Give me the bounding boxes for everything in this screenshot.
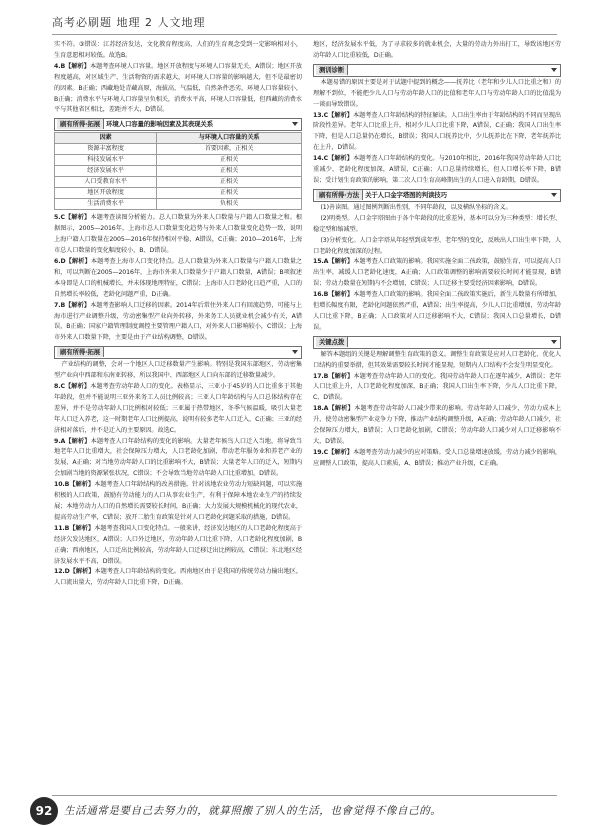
triangle-down-icon: [551, 340, 557, 344]
triangle-down-icon: [292, 122, 298, 126]
table-cell: 负相关: [157, 199, 302, 210]
answer-paragraph: [54, 360, 302, 382]
answer-paragraph: [54, 213, 302, 257]
analysis-tag: 【解析】: [328, 258, 354, 266]
answer-paragraph: [54, 301, 302, 345]
analysis-tag: 【解析】: [64, 383, 91, 391]
analysis-tag: 【解析】: [328, 291, 354, 299]
analysis-tag: 【解析】: [64, 214, 91, 222]
table-header-cell: 与环境人口容量的关系: [157, 133, 302, 144]
section-box-header: [313, 64, 561, 77]
table-cell: 科技发展水平: [55, 155, 157, 166]
analysis-tag: 【解析】: [328, 155, 353, 163]
analysis-tag: 【解析】: [65, 437, 91, 445]
answer-text: 地区，经济发展水平低，为了寻求较多的就业机会，大量的劳动力外出打工，导致该地区劳动年龄人口比重较低，D正确。: [313, 41, 561, 59]
answer-number: 17.B: [313, 372, 329, 380]
answer-text: (3)分析变化。人口金字塔从年轻型到成年型、老年型的变化，反映出人口出生率下降，人口老龄化程度加深的过程。: [313, 236, 561, 255]
factor-relation-table: [54, 132, 302, 210]
section-box-title: 关于人口金字塔图的判读技巧: [365, 190, 447, 199]
answer-text: (1)善读图。通过图例判断出性别，不同年龄段，以及横纵坐标的含义。: [320, 203, 512, 211]
answer-paragraph: [313, 78, 561, 111]
answer-number: 13.C: [313, 111, 329, 119]
answer-paragraph: [54, 437, 302, 481]
section-box-header: [313, 336, 561, 349]
answer-paragraph: [313, 372, 561, 405]
table-row: [55, 188, 302, 199]
answer-text: 本题考查劳动年龄人口减少带来的影响。劳动年龄人口减少，劳动力成本上升，使劳动密集型产业竞争力下降，推动产业结构调整升级，A正确；劳动年龄人口减少，社会保障压力增大，B错误；人口老龄化加剧，C错误；劳动年龄人口减少对人口迁移影响不大，D错误。: [313, 405, 561, 445]
table-cell: 正相关: [157, 155, 302, 166]
table-cell: 正相关: [157, 166, 302, 177]
answer-number: 6.D: [54, 257, 66, 265]
answer-text: 本题考查人口政策的影响。我国全面二孩政策实施后，新生儿数量有所增加，但增长幅度有限，老龄化问题依然严重，A错误；出生率提高，少儿人口比重增加，劳动年龄人口比重下降，B正确；人口政策对人口迁移影响不大，C错误；我国人口总量增长，D错误。: [313, 291, 561, 331]
table-cell: 地区开放程度: [55, 188, 157, 199]
answer-paragraph: [54, 62, 302, 117]
table-row: [55, 177, 302, 188]
analysis-tag: 【解析】: [328, 111, 354, 119]
answer-text: 本题考查读图分析能力。总人口数量为外来人口数量与户籍人口数量之和。根据图示，2005—2016年，上海市总人口数量变化趋势与外来人口数量变化趋势一致，说明上海户籍人口数量在2005—2016年保持相对平稳，A错误，C正确；2010—2016年，上海市总人口数量的变化幅度较小，B、D错误。: [54, 214, 302, 255]
answer-number: 18.A: [313, 405, 329, 413]
answer-text: 本题考查劳动年龄人口的变化。表格显示，三亚小于45岁的人口比重多于其他年龄段，但并不能说明三亚外来务工人员比例较高；三亚人口年龄结构与人口总体结构存在差异，并不是劳动年龄人口比例相对较低；三亚属于热带地区，冬季气候温暖，吸引大量老年人口迁入养老，这一时期老年人口比例提高，说明有较多老年人口迁入，C正确；三亚的经济相对落后，并不是迁入的主要原因。故选C。: [54, 383, 302, 434]
table-cell: 首要因素，正相关: [157, 144, 302, 155]
triangle-down-icon: [292, 350, 298, 354]
answer-paragraph: [54, 40, 302, 62]
analysis-tag: 【解析】: [65, 301, 91, 309]
answer-paragraph: [313, 448, 561, 470]
answer-text: 本题考查劳动年龄人口的变化。我国劳动年龄人口在逐年减少，A错误；老年人口比重上升，人口老龄化程度加深，B正确；我国人口出生率下降，少儿人口比重下降，C、D错误。: [313, 372, 561, 402]
table-row: [55, 144, 302, 155]
answer-text: 本题考查人口年龄结构的特征解读。人口出生率由于年龄结构的不同而呈现出阶段性差异。老年人口比重上升，相对少儿人口比重下降，A错误，C正确；我国人口出生率下降，但是人口总量仍在增长，B错误；我国人口抚养比中，少儿抚养比在下降，老年抚养比在上升，D错误。: [313, 111, 561, 152]
table-row: [55, 199, 302, 210]
answer-paragraph: [313, 214, 561, 236]
answer-number: 19.C: [313, 448, 329, 456]
answer-paragraph: [313, 154, 561, 187]
answer-text: 本题考查人口年龄结构的变化的影响。大量老年候鸟人口迁入当地，将导致当地老年人口比重增大，社会保障压力增大，人口老龄化加剧，带动老年服务业和养老产业的发展，A正确；对当地劳动年龄人口的比重影响不大，B错误；大量老年人口的迁入，短期内会加剧当地的资源紧张状况，C错误；不会导致当地劳动年龄人口比重增加，D错误。: [54, 437, 302, 478]
answer-text: 本题考查劳动力减少的应对策略。受人口总量增速放缓，劳动力减少的影响，应调整人口政策，提高人口素质，A、B错误；推动产业升级，C正确。: [313, 448, 561, 467]
table-cell: 经济发展水平: [55, 166, 157, 177]
answer-paragraph: [313, 350, 561, 372]
answer-number: 10.B: [54, 481, 70, 489]
section-box-tab: 测训诊断: [316, 65, 348, 75]
section-box-tab: 关键点拨: [316, 337, 348, 347]
analysis-tag: 【解析】: [65, 257, 91, 265]
answer-paragraph: [313, 40, 561, 62]
answer-paragraph: [313, 111, 561, 155]
right-column: [313, 40, 561, 776]
answer-number: 4.B: [54, 62, 66, 70]
section-box-header: [313, 189, 561, 202]
answer-text: 产业结构的调整，会对一个地区人口迁移数量产生影响。特别是我国东部地区，劳动密集型产业向中西部和东南亚转移，所以我国中、西部地区人口向东部的迁移数量减少。: [54, 361, 302, 380]
answer-paragraph: [54, 480, 302, 524]
analysis-tag: 【解析】: [328, 448, 354, 456]
left-column: [54, 40, 302, 776]
section-box-title: 环境人口容量的影响因素及其表现关系: [106, 120, 214, 129]
answer-paragraph: [54, 382, 302, 437]
footer-motto: 生活通常是要自己去努力的，就算照搬了别人的生活，也會觉得不像自己的。: [64, 805, 442, 817]
section-box-header: [54, 118, 302, 131]
answer-number: 16.B: [313, 291, 329, 299]
answer-number: 14.C: [313, 155, 329, 163]
answer-text: 本题考查我国人口变化特点。一般来讲，经济发达地区的人口老龄化程度高于经济欠发达地区，A错误；人口外迁地区，劳动年龄人口比重下降，人口老龄化程度加剧，B正确；西南地区，人口迁出比例较高，劳动年龄人口迁移迁出比例较高，C错误；东北地区经济发展水平不高，D错误。: [54, 524, 302, 565]
triangle-down-icon: [551, 68, 557, 72]
section-box-tab: 刷有所得·拓展: [57, 119, 104, 129]
answer-number: 8.C: [54, 383, 65, 391]
section-box-tab: 刷有所得·方法: [316, 190, 363, 200]
answer-paragraph: [313, 404, 561, 448]
page-number-badge: 92: [30, 797, 58, 825]
page-header: 高考必刷题 地理 2 人文地理: [52, 16, 206, 29]
answer-number: 5.C: [54, 214, 65, 222]
analysis-tag: 【解析】: [65, 62, 90, 70]
answer-text: 本题考查影响人口迁移的因素。2014年后常住外来人口有回流趋势，可能与上海市进行产业调整升级，劳动密集型产业向外转移，外来务工人员就业机会减少有关，A错误，B正确；国家户籍管理制度调控主要管理户籍人口，对外来人口影响较小，C错误；上海市外来人口数量下降，主要是由于产业结构调整，D错误。: [54, 301, 302, 342]
answer-paragraph: [313, 257, 561, 290]
analysis-tag: 【解析】: [328, 372, 354, 380]
answer-number: 11.B: [54, 524, 70, 532]
analysis-tag: 【解析】: [69, 568, 95, 576]
table-cell: 正相关: [157, 177, 302, 188]
footer-divider: [52, 795, 557, 796]
answer-number: 9.A: [54, 437, 66, 445]
answer-number: 7.B: [54, 301, 66, 309]
triangle-down-icon: [551, 193, 557, 197]
answer-paragraph: [54, 257, 302, 301]
table-cell: 正相关: [157, 188, 302, 199]
answer-text: 实不符。③错误：江苏经济发达，文化教育程度高，人们的生育观念受到一定影响相对小，生育意愿相对较低。故选B。: [54, 41, 302, 59]
answer-text: 本题考查人口年龄结构的变化。西南地区由于是我国的传统劳动力输出地区，人口流出量大，劳动年龄人口比重下降，D正确。: [54, 568, 302, 587]
answer-paragraph: [54, 567, 302, 589]
answer-number: 12.D: [54, 568, 70, 576]
header-divider: [52, 34, 557, 35]
table-header-cell: 因素: [55, 133, 157, 144]
answer-text: 本题考查上海市人口变化特点。总人口数量为外来人口数量与户籍人口数量之和，可以判断在2005—2016年，上海市外来人口数量少于户籍人口数量，A错误；B项叙述本身即是人口的机械增长，并未体现地理特征，C错误；上海市人口老龄化日趋严重，人口的自然增长率较低，老龄化问题严重，D正确。: [54, 257, 302, 298]
answer-text: 本题考查人口年龄结构的变化。与2010年相比，2016年我国劳动年龄人口比重减少，老龄化程度加深，A错误，C正确；人口总量持续增长，但人口增长率下降，B错误；受计划生育政策的影响，第二次人口生育高峰期出生的人口进入育龄期，D错误。: [313, 155, 561, 184]
analysis-tag: 【解析】: [328, 405, 355, 413]
answer-text: 本题考查环境人口容量。地区开放程度与环境人口容量无关，A错误；地区开放程度越高，对区域生产、生活物资的需求越大，对环境人口容量的影响越大，但不是最密切的因素。B正确；西藏地处青藏高原，海拔高，气温低，自然条件恶劣，环境人口容量较小，B正确；消费水平与环境人口容量呈负相关，消费水平高，环境人口容量低，但西藏的消费水平与其他省区相比，差距并不大，D错误。: [54, 62, 302, 114]
section-box-tab: 刷有所得·拓展: [57, 347, 104, 357]
analysis-tag: 【解析】: [69, 481, 95, 489]
answer-text: 本题考查人口政策的影响。我国实施全面二孩政策，鼓励生育，可以提高人口出生率，减缓人口老龄化速度，A正确；人口政策调整的影响需要较长时间才能显现，B错误；劳动力数量在短期内不会增加，C错误；人口迁移主要受经济因素影响，D错误。: [313, 258, 561, 288]
table-row: [55, 166, 302, 177]
answer-text: 本题考查人口年龄结构的改善措施。针对该地农业劳动力短缺问题，可以实施积极的人口政策，鼓励有劳动能力的人口从事农业生产，有利于保障本地农业生产的持续发展；本地劳动力人口的自然增长需要较长时间，B正确；大力发展大规模机械化的现代农业，提高劳动生产率，C错误；放开二胎生育政策是针对人口老龄化问题采取的措施，D错误。: [54, 481, 302, 521]
table-cell: 人口受教育水平: [55, 177, 157, 188]
table-cell: 生活消费水平: [55, 199, 157, 210]
table-row: [55, 155, 302, 166]
answer-paragraph: [54, 524, 302, 568]
table-cell: 资源丰富程度: [55, 144, 157, 155]
answer-paragraph: [313, 236, 561, 258]
answer-paragraph: [313, 290, 561, 334]
section-box-header: [54, 346, 302, 359]
answer-paragraph: [313, 203, 561, 214]
answer-number: 15.A: [313, 258, 329, 266]
answer-text: 解答本题组的关键是理解调整生育政策的意义。调整生育政策是应对人口老龄化、优化人口结构的重要举措，但其效果需要较长时间才能显现，短期内人口结构不会发生明显变化。: [313, 350, 561, 369]
answer-text: 本题易错的原因主要是对于试题中提到的概念——抚养比（老年和少儿人口比重之和）的理解不到位，不能把少儿人口与劳动年龄人口的比值和老年人口与劳动年龄人口的比值混为一谈而导致错误。: [313, 78, 561, 108]
analysis-tag: 【解析】: [69, 524, 95, 532]
answer-text: (2)明类型。人口金字塔图由于各个年龄段的比重差异，基本可以分为三种类型：增长型、稳定型和缩减型。: [313, 214, 561, 233]
